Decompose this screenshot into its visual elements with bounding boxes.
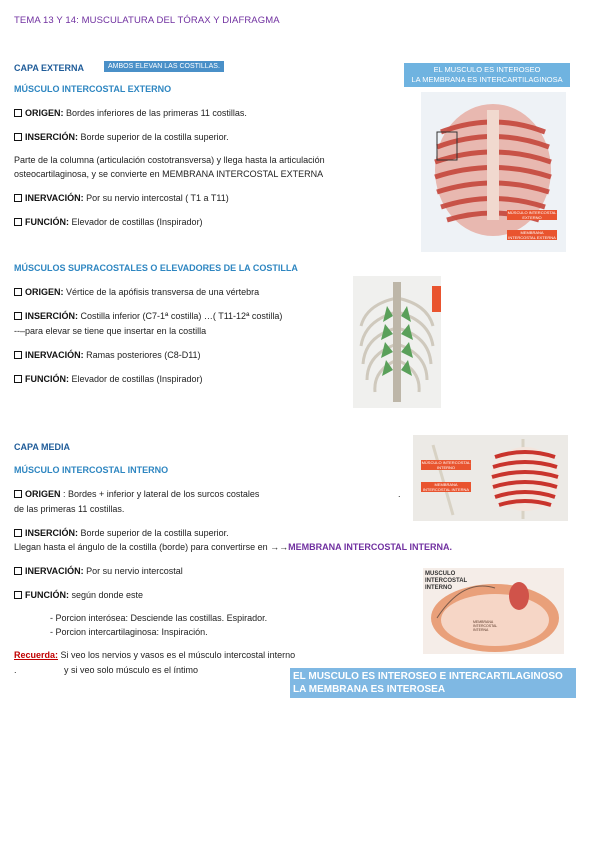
intercostal-interno-heading: MÚSCULO INTERCOSTAL INTERNO xyxy=(14,465,169,475)
muscle-intercostal-externo-heading: MÚSCULO INTERCOSTAL EXTERNO xyxy=(14,84,172,94)
funcion-text: Elevador de costillas (Inspirador) xyxy=(69,217,203,227)
ambos-elevan-badge: AMBOS ELEVAN LAS COSTILLAS. xyxy=(104,61,224,72)
checkbox-icon xyxy=(14,529,22,537)
insercion-label: INSERCIÓN: xyxy=(25,528,79,538)
cross-section-label: MUSCULO INTERCOSTAL INTERNO xyxy=(425,571,468,591)
intercostal-externo-image xyxy=(421,92,566,252)
checkbox-icon xyxy=(14,567,22,575)
insercion-label: INSERCIÓN: xyxy=(25,311,79,321)
origen-dot: . xyxy=(398,489,401,499)
capa-externa-banner xyxy=(404,63,570,87)
capa-media-heading: CAPA MEDIA xyxy=(14,442,70,452)
funcion-sub-1: - Porcion interósea: Desciende las costillas. Espirador. xyxy=(50,613,268,623)
membrana-interna-highlight: MEMBRANA INTERCOSTAL INTERNA. xyxy=(288,542,452,552)
thorax-internal-illustration xyxy=(413,435,568,521)
origen-label: ORIGEN: xyxy=(25,287,64,297)
inervacion-line xyxy=(14,566,183,576)
cross-section-sublabel: MEMBRANA INTERCOSTAL INTERNA xyxy=(473,620,498,632)
inervacion-text: Por su nervio intercostal ( T1 a T11) xyxy=(83,193,229,203)
inervacion-text: Por su nervio intercostal xyxy=(83,566,183,576)
cross-section-image xyxy=(423,568,564,654)
origen-text: Vértice de la apófisis transversa de una vértebra xyxy=(63,287,260,297)
funcion-line xyxy=(14,590,143,600)
page-title: TEMA 13 Y 14: MUSCULATURA DEL TÓRAX Y DIAFRAGMA xyxy=(14,15,280,26)
insercion-line xyxy=(14,311,282,321)
insercion-text: Costilla inferior (C7-1ª costilla) …( T11-12ª costilla) xyxy=(78,311,283,321)
inervacion-line xyxy=(14,193,229,203)
insercion-line xyxy=(14,528,229,538)
origen-line-2: de las primeras 11 costillas. xyxy=(14,504,125,514)
origen-line xyxy=(14,287,259,297)
funcion-text: según donde este xyxy=(69,590,144,600)
checkbox-icon xyxy=(14,194,22,202)
note-line-2: LA MEMBRANA ES INTEROSEA xyxy=(293,684,446,695)
image-tag-membrana: MEMBRANA INTERCOSTAL EXTERNA xyxy=(508,230,556,240)
inervacion-label: INERVACIÓN: xyxy=(25,566,84,576)
checkbox-icon xyxy=(14,351,22,359)
spine-illustration xyxy=(353,276,441,408)
origen-line xyxy=(14,108,247,118)
funcion-text: Elevador de costillas (Inspirador) xyxy=(69,374,203,384)
origen-text: : Bordes + inferior y lateral de los surcos costales xyxy=(60,489,260,499)
capa-media-note-banner xyxy=(290,668,576,698)
capa-externa-heading: CAPA EXTERNA xyxy=(14,63,85,73)
origen-text: Bordes inferiores de las primeras 11 costillas. xyxy=(63,108,247,118)
image-tag-externo: MÚSCULO INTERCOSTAL EXTERNO xyxy=(507,210,557,220)
insercion-line xyxy=(14,132,229,142)
checkbox-icon xyxy=(14,133,22,141)
insercion-label: INSERCIÓN: xyxy=(25,132,79,142)
inervacion-label: INERVACIÓN: xyxy=(25,193,84,203)
checkbox-icon xyxy=(14,490,22,498)
origen-label: ORIGEN xyxy=(25,489,61,499)
llegan-line xyxy=(14,542,452,552)
supracostales-image xyxy=(353,276,441,408)
checkbox-icon xyxy=(14,109,22,117)
insercion-text: Borde superior de la costilla superior. xyxy=(78,132,229,142)
funcion-line xyxy=(14,374,203,384)
checkbox-icon xyxy=(14,375,22,383)
checkbox-icon xyxy=(14,288,22,296)
funcion-label: FUNCIÓN: xyxy=(25,217,69,227)
banner-line-1: EL MUSCULO ES INTEROSEO xyxy=(433,65,541,74)
origen-label: ORIGEN: xyxy=(25,108,64,118)
checkbox-icon xyxy=(14,312,22,320)
checkbox-icon xyxy=(14,591,22,599)
funcion-label: FUNCIÓN: xyxy=(25,590,69,600)
paragraph-line-1: Parte de la columna (articulación costotransversa) y llega hasta la articulación xyxy=(14,155,325,165)
image-tag-membrana-interna: MEMBRANA INTERCOSTAL INTERNA xyxy=(422,482,470,492)
note-line-1: EL MUSCULO ES INTEROSEO E INTERCARTILAGINOSO xyxy=(293,671,563,682)
insercion-text: Borde superior de la costilla superior. xyxy=(78,528,229,538)
paragraph-line-2: osteocartilaginosa, y se convierte en MEMBRANA INTERCOSTAL EXTERNA xyxy=(14,169,324,179)
thorax-illustration xyxy=(421,92,566,252)
checkbox-icon xyxy=(14,218,22,226)
funcion-label: FUNCIÓN: xyxy=(25,374,69,384)
intercostal-interno-image xyxy=(413,435,568,521)
recuerda-line-2: y si veo solo músculo es el íntimo xyxy=(64,665,199,675)
funcion-sub-2: - Porcion intercartilaginosa: Inspiración. xyxy=(50,627,208,637)
supracostales-heading: MÚSCULOS SUPRACOSTALES O ELEVADORES DE LA COSTILLA xyxy=(14,263,298,273)
inervacion-label: INERVACIÓN: xyxy=(25,350,84,360)
recuerda-text: Si veo los nervios y vasos es el músculo intercostal interno xyxy=(58,650,296,660)
inervacion-line xyxy=(14,350,201,360)
recuerda-line xyxy=(14,650,295,660)
recuerda-label: Recuerda: xyxy=(14,650,59,660)
image-tag-interno: MÚSCULO INTERCOSTAL INTERNO xyxy=(421,460,471,470)
recuerda-dot: . xyxy=(14,665,17,675)
funcion-line xyxy=(14,217,203,227)
llegan-text: Llegan hasta el ángulo de la costilla (borde) para convertirse en →→ xyxy=(14,542,289,552)
origen-line xyxy=(14,489,259,499)
inervacion-text: Ramas posteriores (C8-D11) xyxy=(83,350,201,360)
banner-line-2: LA MEMBRANA ES INTERCARTILAGINOSA xyxy=(411,75,563,84)
paragraph-line: --–para elevar se tiene que insertar en la costilla xyxy=(14,326,207,336)
